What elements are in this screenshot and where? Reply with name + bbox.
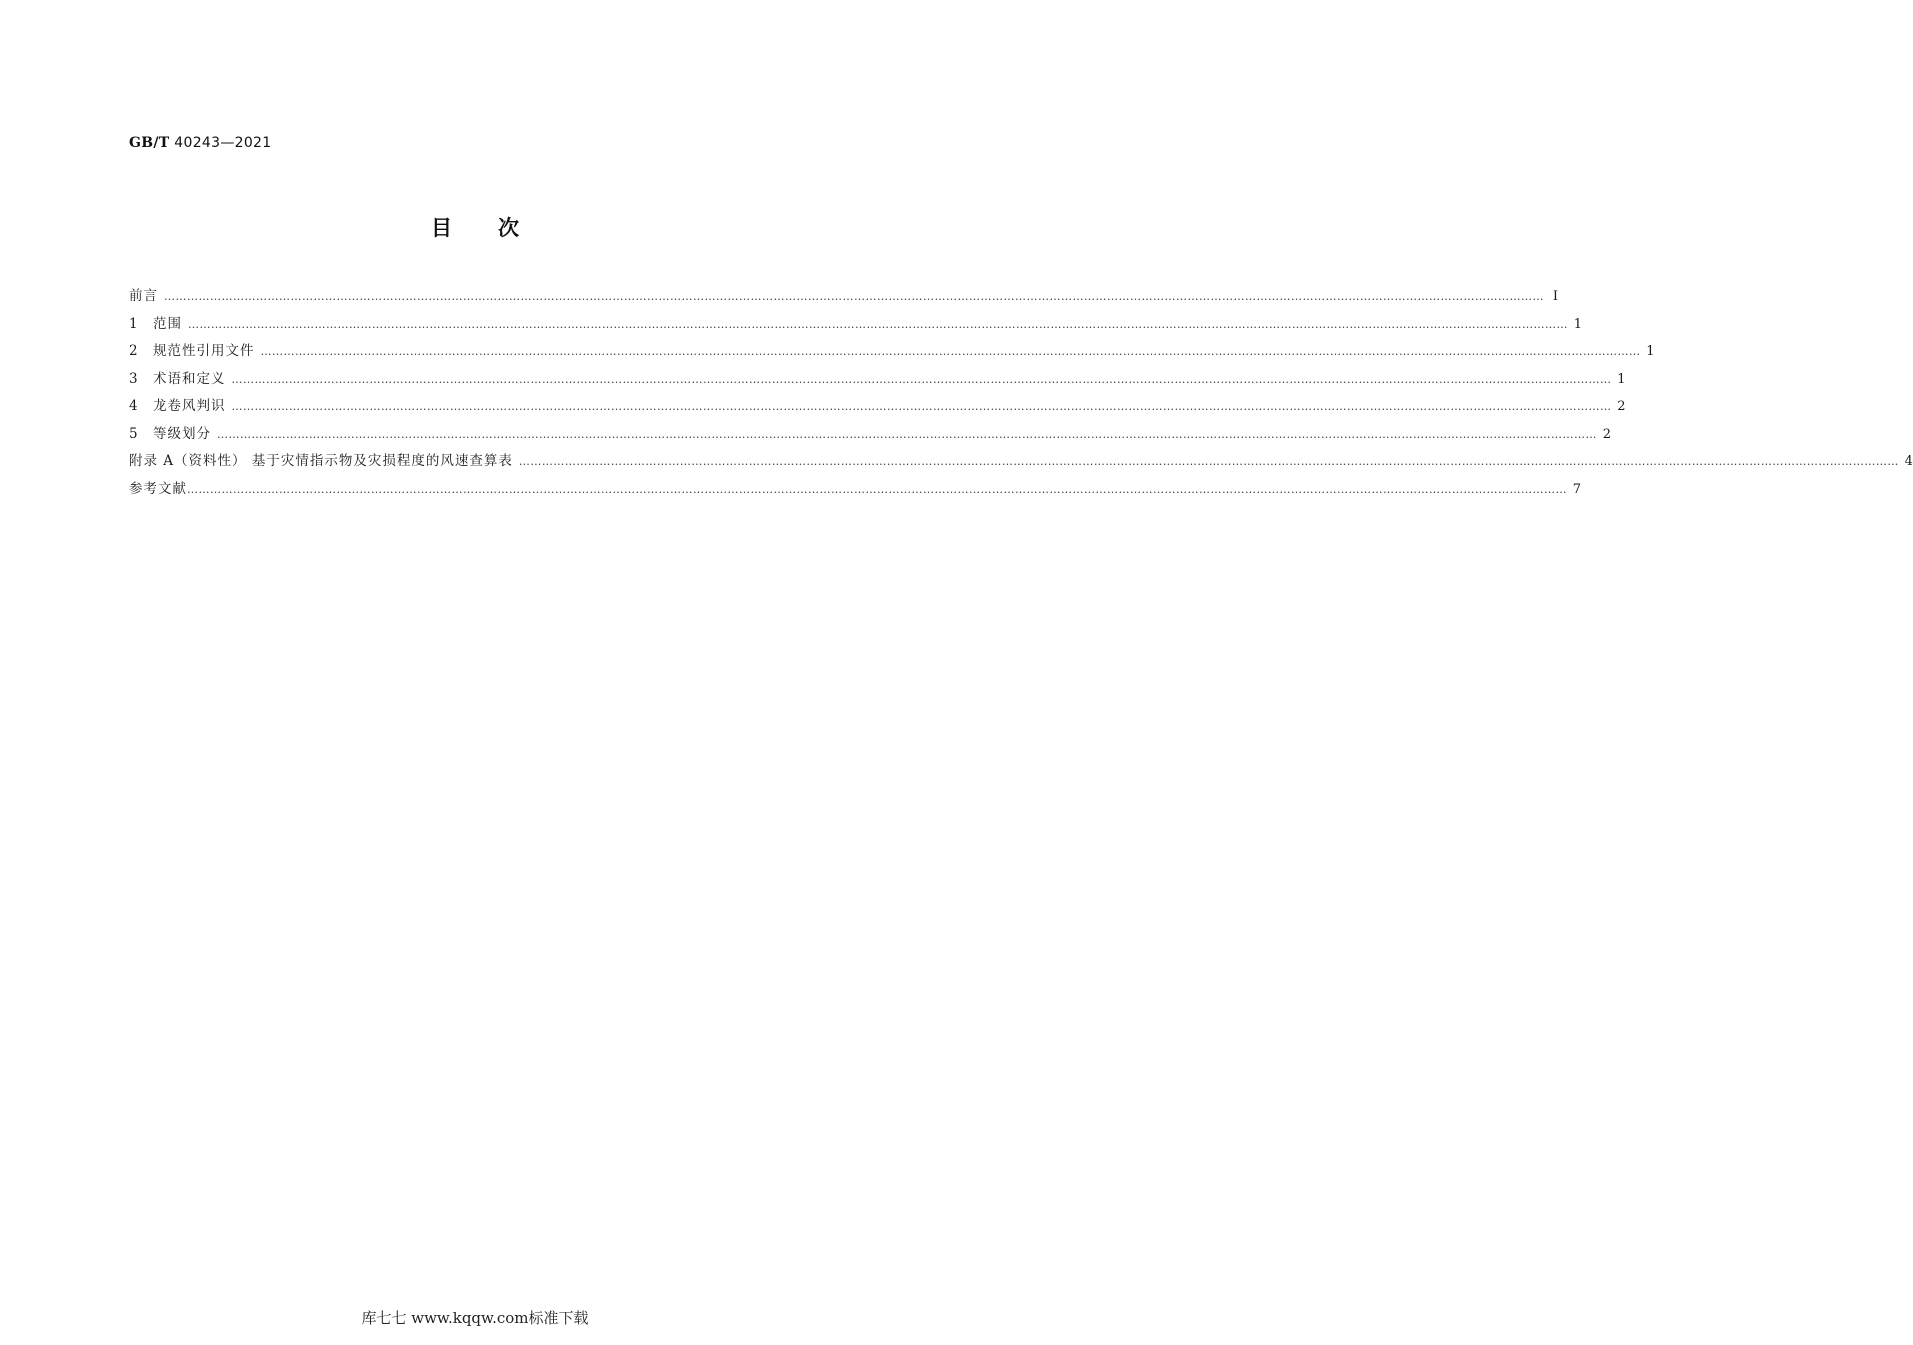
toc-entry-number: 2 <box>129 343 138 359</box>
standard-code <box>129 135 271 151</box>
toc-leader-dots: ……………………………………………………………………………………………………………………………………………………………………………………………………………………………………………………………………………………………………………………………… <box>231 400 1612 413</box>
toc-entry-label <box>129 395 232 417</box>
toc-entry-text: 规范性引用文件 <box>153 343 255 359</box>
toc-page-number: 4 <box>1904 454 1913 469</box>
toc-entry-terms[interactable] <box>129 368 1626 396</box>
toc-leader-dots: ……………………………………………………………………………………………………………………………………………………………………………………………………………………………………………………………………………………………………………………………… <box>231 372 1612 386</box>
toc-entry-label <box>129 423 217 445</box>
toc-page-number: 1 <box>1617 371 1626 387</box>
toc-page-number: Ⅰ <box>1552 289 1558 304</box>
toc-leader-dots: ……………………………………………………………………………………………………………………………………………………………………………………………………………………………………………………………………………………………………………………………… <box>187 482 1567 496</box>
standard-prefix: GB/T <box>129 135 170 151</box>
toc-leader-dots: ……………………………………………………………………………………………………………………………………………………………………………………………………………………………………………………………………………………………………………………………… <box>518 455 1899 468</box>
toc-page-number: 1 <box>1573 316 1582 332</box>
toc-leader-dots: ……………………………………………………………………………………………………………………………………………………………………………………………………………………………………………………………………………………………………………………………… <box>217 427 1597 441</box>
toc-entry-grade-classification[interactable] <box>129 423 1611 451</box>
page-title <box>0 212 950 242</box>
toc-entry-text: 龙卷风判识 <box>153 398 226 414</box>
toc-entry-text: 等级划分 <box>153 425 211 442</box>
toc-entry-label: 前言 <box>129 288 158 304</box>
toc-entry-label <box>129 340 261 362</box>
title-char-1: 目 <box>431 216 452 240</box>
toc-entry-appendix-a[interactable] <box>129 450 1913 478</box>
toc-entry-number: 3 <box>129 370 138 387</box>
toc-entry-number: 5 <box>129 425 138 442</box>
toc-page-number: 7 <box>1572 481 1581 497</box>
toc-entry-label <box>129 368 232 390</box>
toc-entry-label <box>129 313 188 335</box>
toc-leader-dots: ……………………………………………………………………………………………………………………………………………………………………………………………………………………………………………………………………………………………………………………………… <box>260 345 1641 358</box>
toc-leader-dots: ……………………………………………………………………………………………………………………………………………………………………………………………………………………………………………………………………………………………………………………………… <box>164 290 1544 303</box>
toc-entry-text: 术语和定义 <box>153 370 226 387</box>
toc-entry-text: 范围 <box>153 315 182 332</box>
toc-entry-scope[interactable] <box>129 313 1582 341</box>
toc-page-number: 2 <box>1617 399 1626 414</box>
toc-entry-normative-references[interactable] <box>129 340 1655 368</box>
toc-page-number: 2 <box>1602 426 1611 442</box>
standard-number: 40243—2021 <box>174 135 272 151</box>
toc-entry-number: 4 <box>129 398 138 414</box>
toc-entry-bibliography[interactable] <box>129 478 1581 506</box>
toc-entry-label: 参考文献 <box>129 480 187 497</box>
toc-entry-label: 附录 A（资料性） 基于灾情指示物及灾损程度的风速查算表 <box>129 453 513 469</box>
toc-entry-foreword[interactable] <box>129 285 1558 313</box>
toc-leader-dots: ……………………………………………………………………………………………………………………………………………………………………………………………………………………………………………………………………………………………………………………………… <box>188 317 1568 331</box>
toc-entry-tornado-identification[interactable] <box>129 395 1626 423</box>
footer-watermark: 库七七 www.kqqw.com标准下载 <box>361 1309 589 1327</box>
toc-page-number: 1 <box>1646 344 1655 359</box>
title-char-2: 次 <box>498 216 519 240</box>
table-of-contents <box>129 285 1913 505</box>
toc-entry-number: 1 <box>129 315 138 332</box>
